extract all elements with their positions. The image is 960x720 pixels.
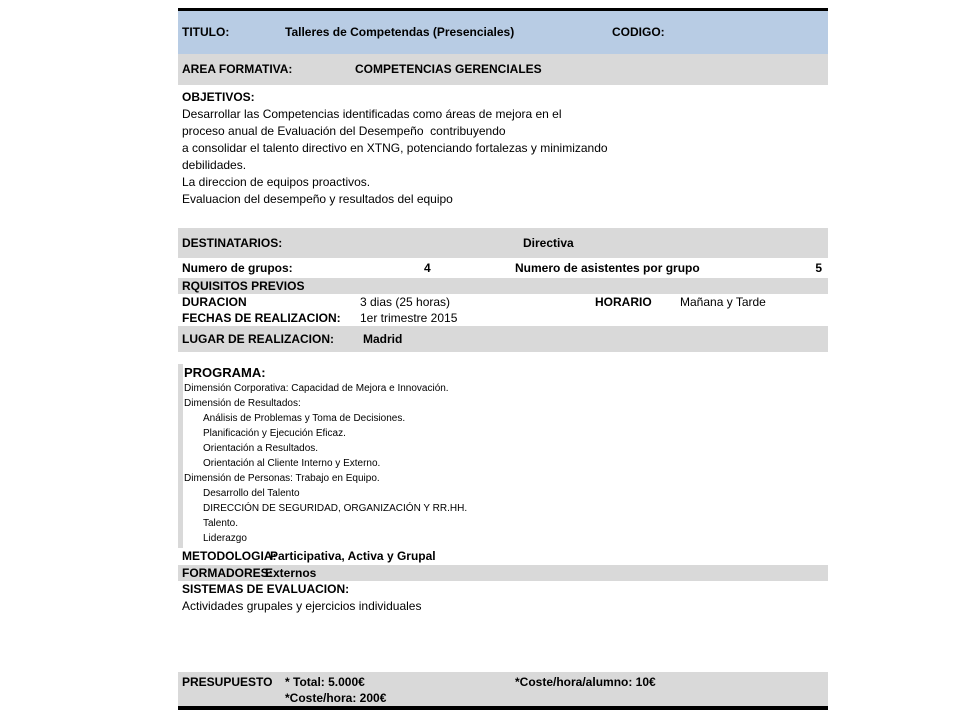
objetivos-line: Evaluacion del desempeño y resultados del equipo — [182, 192, 453, 206]
presupuesto-label: PRESUPUESTO — [182, 675, 273, 689]
programa-label: PROGRAMA: — [184, 365, 266, 380]
evaluacion-value-row — [178, 598, 828, 614]
asistentes-label: Numero de asistentes por grupo — [515, 261, 700, 275]
formadores-row — [178, 565, 828, 581]
grupos-row — [178, 258, 828, 278]
spacer — [178, 614, 828, 672]
formadores-label: FORMADORES: — [182, 566, 273, 580]
evaluacion-value: Actividades grupales y ejercicios individuales — [182, 599, 422, 613]
duracion-row — [178, 294, 828, 310]
objetivos-label: OBJETIVOS: — [182, 90, 255, 104]
spacer — [178, 352, 828, 364]
fechas-value: 1er trimestre 2015 — [360, 311, 458, 325]
objetivos-line: La direccion de equipos proactivos. — [182, 175, 371, 189]
duracion-label: DURACION — [182, 295, 247, 309]
area-formativa-row — [178, 54, 828, 85]
asistentes-value: 5 — [815, 261, 822, 275]
programa-item: Orientación al Cliente Interno y Externo. — [203, 458, 381, 469]
destinatarios-row — [178, 228, 828, 258]
presupuesto-coste-hora-alumno: *Coste/hora/alumno: 10€ — [515, 675, 656, 689]
area-formativa-label: AREA FORMATIVA: — [182, 62, 293, 76]
titulo-row — [178, 11, 828, 54]
fechas-row — [178, 310, 828, 326]
metodologia-value: Participativa, Activa y Grupal — [270, 549, 436, 563]
objetivos-line: proceso anual de Evaluación del Desempeño contribuyendo — [182, 124, 506, 138]
presupuesto-coste-hora: *Coste/hora: 200€ — [285, 691, 387, 705]
presupuesto-total: * Total: 5.000€ — [285, 675, 365, 689]
titulo-value: Talleres de Competendas (Presenciales) — [285, 25, 515, 39]
programa-item: Talento. — [203, 518, 239, 529]
evaluacion-row — [178, 581, 828, 598]
lugar-value: Madrid — [363, 332, 403, 346]
programa-item: Dimensión de Personas: Trabajo en Equipo. — [184, 473, 380, 484]
presupuesto-block — [178, 672, 828, 706]
duracion-value: 3 dias (25 horas) — [360, 295, 451, 309]
lugar-row — [178, 326, 828, 352]
area-formativa-value: COMPETENCIAS GERENCIALES — [355, 62, 542, 76]
destinatarios-value: Directiva — [523, 236, 574, 250]
requisitos-label: RQUISITOS PREVIOS — [182, 279, 305, 293]
fechas-label: FECHAS DE REALIZACION: — [182, 311, 341, 325]
horario-label: HORARIO — [595, 295, 652, 309]
objetivos-line: Desarrollar las Competencias identificadas como áreas de mejora en el — [182, 107, 562, 121]
evaluacion-label: SISTEMAS DE EVALUACION: — [182, 582, 350, 596]
programa-item: Dimensión de Resultados: — [184, 398, 301, 409]
requisitos-row — [178, 278, 828, 294]
metodologia-label: METODOLOGIA: — [182, 549, 277, 563]
programa-item: Planificación y Ejecución Eficaz. — [203, 428, 346, 439]
programa-item: Liderazgo — [203, 533, 247, 544]
programa-item: DIRECCIÓN DE SEGURIDAD, ORGANIZACIÓN Y RR.HH. — [203, 503, 468, 514]
metodologia-row — [178, 548, 828, 565]
numero-grupos-value: 4 — [424, 261, 431, 275]
programa-item: Desarrollo del Talento — [203, 488, 300, 499]
programa-item: Orientación a Resultados. — [203, 443, 319, 454]
programa-block — [178, 364, 828, 548]
objetivos-line: debilidades. — [182, 158, 247, 172]
codigo-label: CODIGO: — [612, 25, 665, 39]
objetivos-block — [178, 85, 828, 228]
programa-item: Dimensión Corporativa: Capacidad de Mejora e Innovación. — [184, 383, 449, 394]
destinatarios-label: DESTINATARIOS: — [182, 236, 283, 250]
programa-item: Análisis de Problemas y Toma de Decisiones. — [203, 413, 406, 424]
horario-value: Mañana y Tarde — [680, 295, 766, 309]
objetivos-line: a consolidar el talento directivo en XTNG, potenciando fortalezas y minimizando — [182, 141, 608, 155]
lugar-label: LUGAR DE REALIZACION: — [182, 332, 334, 346]
numero-grupos-label: Numero de grupos: — [182, 261, 293, 275]
titulo-label: TITULO: — [182, 25, 230, 39]
programa-left-strip — [178, 364, 183, 548]
formadores-value: Externos — [265, 566, 317, 580]
bottom-border-line — [178, 706, 828, 710]
course-form-sheet — [178, 8, 828, 710]
